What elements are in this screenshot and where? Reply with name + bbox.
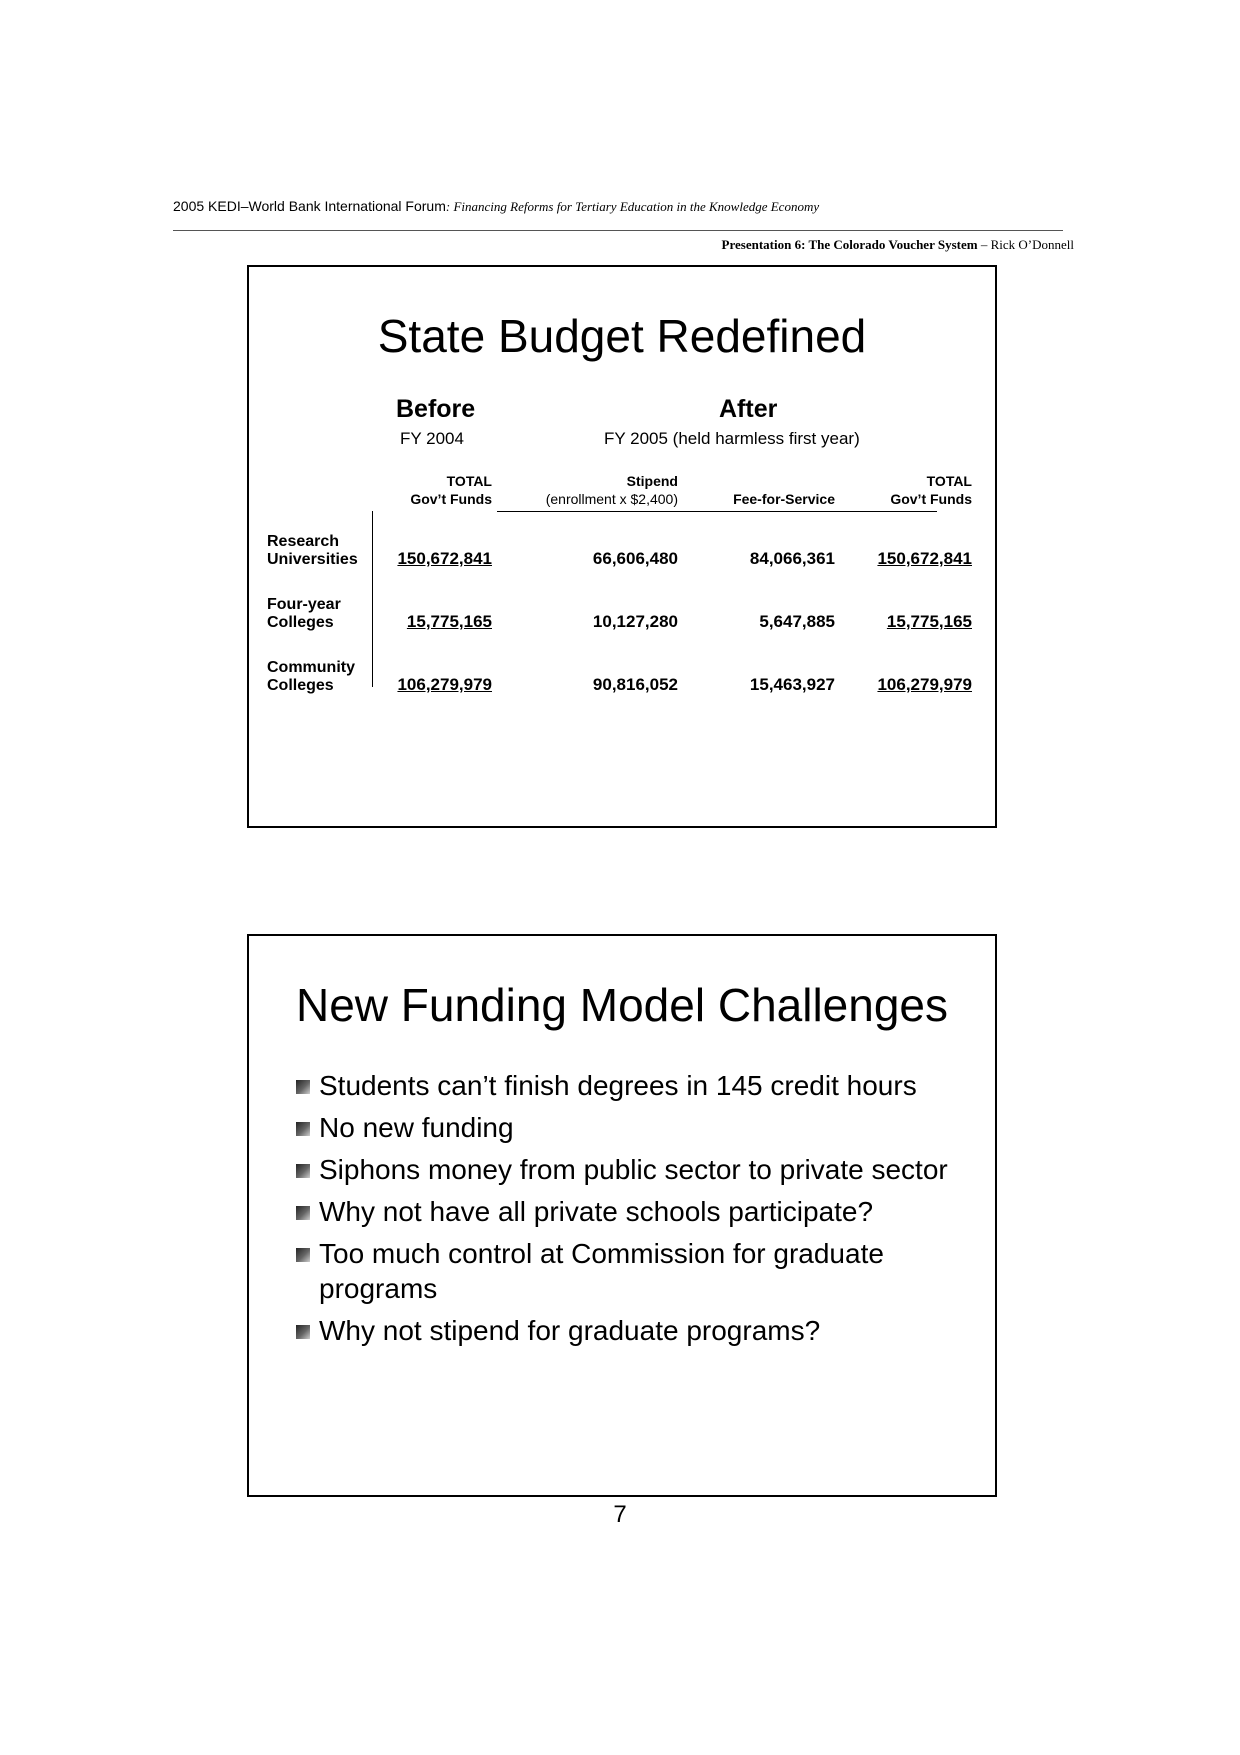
presentation-title: Presentation 6: The Colorado Voucher System [721, 237, 978, 252]
slide-state-budget [247, 265, 997, 828]
list-item: No new funding [294, 1110, 974, 1145]
page-header-forum [173, 198, 819, 215]
cell-total-before: 150,672,841 [397, 549, 492, 568]
slide-title: State Budget Redefined [377, 310, 867, 362]
forum-subtitle: : Financing Reforms for Tertiary Education in the Knowledge Economy [445, 199, 820, 214]
after-subheading: FY 2005 (held harmless first year) [604, 429, 860, 448]
col-header-total-after: TOTAL Gov’t Funds [890, 473, 972, 507]
row-label-four-year-colleges: Four-year Colleges [267, 596, 341, 631]
list-item: Too much control at Commission for graduate programs [294, 1236, 974, 1306]
square-bullet-icon [296, 1206, 310, 1220]
before-heading: Before [396, 395, 476, 423]
row-label-research-universities: Research Universities [267, 533, 358, 568]
col-header-total-before: TOTAL Gov’t Funds [410, 473, 492, 507]
cell-stipend: 10,127,280 [592, 612, 678, 631]
cell-stipend: 90,816,052 [592, 675, 678, 694]
list-item: Why not have all private schools participate? [294, 1194, 974, 1229]
bullet-list [294, 1068, 974, 1355]
square-bullet-icon [296, 1164, 310, 1178]
cell-fee-for-service: 84,066,361 [749, 549, 835, 568]
list-item: Siphons money from public sector to private sector [294, 1152, 974, 1187]
cell-total-before: 15,775,165 [406, 612, 492, 631]
cell-fee-for-service: 5,647,885 [759, 612, 835, 631]
after-heading: After [719, 395, 778, 423]
cell-stipend: 66,606,480 [592, 549, 678, 568]
square-bullet-icon [296, 1248, 310, 1262]
row-divider-line [372, 511, 373, 687]
cell-total-after: 150,672,841 [877, 549, 972, 568]
presenter-name: – Rick O’Donnell [977, 237, 1074, 252]
header-rule [173, 230, 1063, 231]
square-bullet-icon [296, 1080, 310, 1094]
page-number: 7 [613, 1501, 627, 1528]
slide-funding-challenges [247, 934, 997, 1497]
forum-name: 2005 KEDI–World Bank International Forum [173, 198, 446, 214]
slide-title: New Funding Model Challenges [295, 979, 949, 1031]
page-header-presentation [722, 237, 1074, 253]
before-subheading: FY 2004 [400, 429, 464, 448]
row-label-community-colleges: Community Colleges [267, 659, 355, 694]
cell-total-after: 15,775,165 [886, 612, 972, 631]
col-header-stipend: Stipend (enrollment x $2,400) [545, 473, 678, 507]
list-item: Why not stipend for graduate programs? [294, 1313, 974, 1348]
col-header-fee-for-service: Fee-for-Service [733, 491, 835, 507]
list-item: Students can’t finish degrees in 145 credit hours [294, 1068, 974, 1103]
square-bullet-icon [296, 1325, 310, 1339]
header-underline [497, 511, 937, 512]
cell-total-after: 106,279,979 [877, 675, 972, 694]
square-bullet-icon [296, 1122, 310, 1136]
cell-total-before: 106,279,979 [397, 675, 492, 694]
cell-fee-for-service: 15,463,927 [749, 675, 835, 694]
